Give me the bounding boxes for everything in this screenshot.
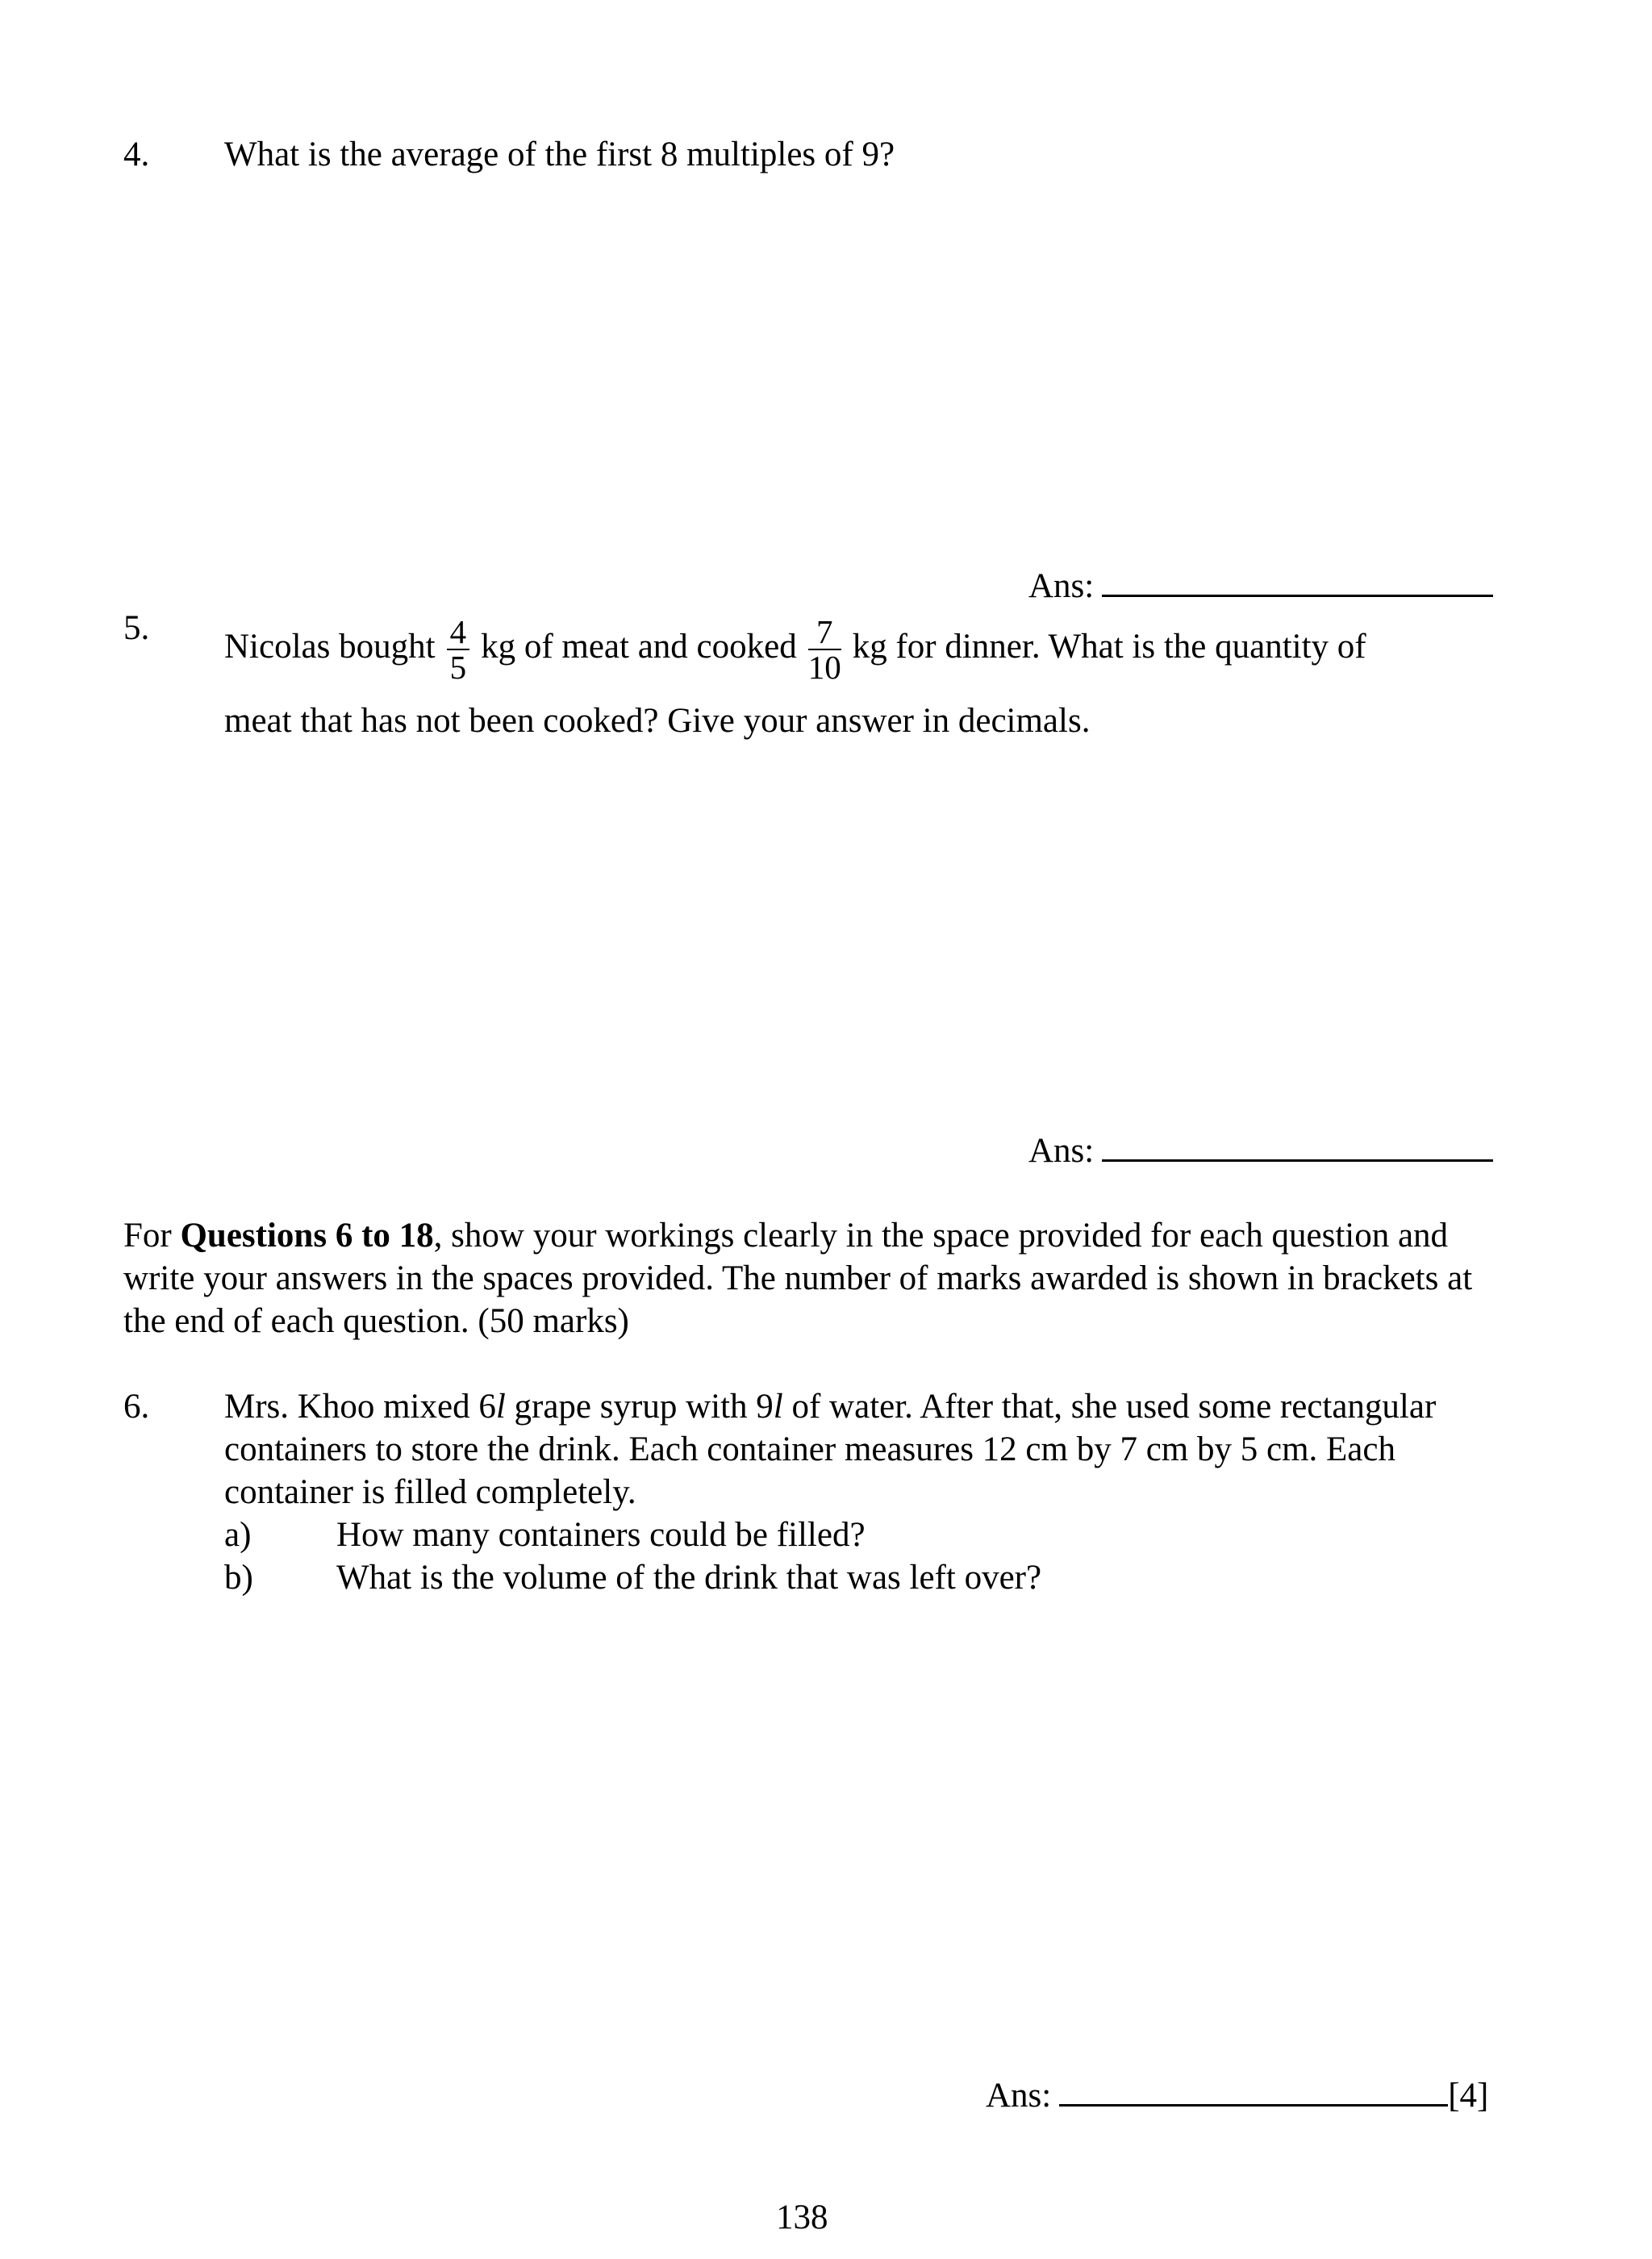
questions-range: Questions 6 to 18 (180, 1217, 434, 1255)
question-6b-label: b) (224, 1559, 253, 1597)
answer-line[interactable] (1102, 562, 1493, 597)
question-6-text: Mrs. Khoo mixed 6l grape syrup with 9l of water. After that, she used some rectangular containers to store the drink. Each container measures 12 cm by 7 cm by 5 cm. Each container is filled completely. (224, 1388, 1437, 1511)
answer-label: Ans: (986, 2077, 1052, 2115)
question-5-answer (1028, 1127, 1493, 1172)
section-instructions: For Questions 6 to 18, show your workings clearly in the space provided for each question and write your answers in the spaces provided. The number of marks awarded is shown in brackets at the end of each question. (50 marks) (123, 1217, 1473, 1340)
question-5-number: 5. (123, 609, 150, 647)
question-5-line-1: Nicolas bought $\frac{4}{5}$ kg of meat and cooked $\frac{7}{10}$ kg for dinner. What is the quantity of (224, 613, 1366, 687)
question-6-number: 6. (123, 1388, 150, 1426)
marks-badge: [4] (1448, 2077, 1489, 2115)
answer-label: Ans: (1028, 1132, 1095, 1170)
question-6-answer (986, 2072, 1488, 2117)
question-6a-label: a) (224, 1516, 252, 1554)
question-4-answer (1028, 562, 1493, 608)
question-5-line-2: meat that has not been cooked? Give your answer in decimals. (224, 702, 1091, 740)
answer-line[interactable] (1102, 1127, 1493, 1162)
fraction-seven-tenths: $\frac{7}{10}$ (807, 613, 841, 687)
fraction-four-fifths: $\frac{4}{5}$ (447, 615, 470, 684)
question-6b-text: What is the volume of the drink that was left over? (336, 1559, 1042, 1597)
question-4-number: 4. (123, 136, 150, 173)
answer-line[interactable] (1059, 2072, 1448, 2107)
question-6a-text: How many containers could be filled? (336, 1516, 866, 1554)
answer-label: Ans: (1028, 567, 1095, 605)
page-number: 138 (776, 2198, 828, 2236)
question-4-text: What is the average of the first 8 multiples of 9? (224, 136, 895, 173)
